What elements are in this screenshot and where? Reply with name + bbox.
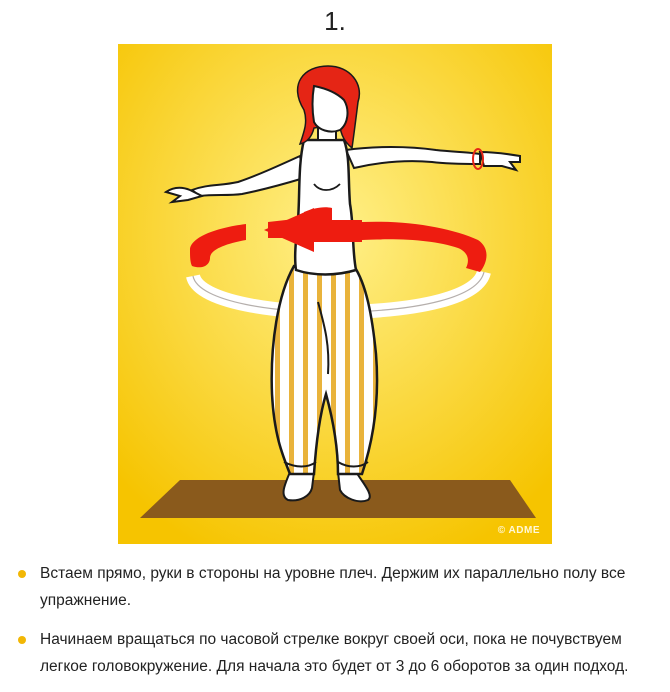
adme-watermark: © ADME bbox=[497, 525, 540, 536]
list-item-text: Начинаем вращаться по часовой стрелке вокруг своей оси, пока не почувствуем легкое головокружение. Для начала это будет от 3 до 6 оборотов за один подход. bbox=[40, 631, 629, 675]
list-item-text: Встаем прямо, руки в стороны на уровне плеч. Держим их параллельно полу все упражнение. bbox=[40, 565, 626, 609]
bullet-dot-icon bbox=[18, 636, 26, 644]
exercise-mat-icon bbox=[140, 480, 536, 518]
bullet-dot-icon bbox=[18, 570, 26, 578]
list-item bbox=[0, 626, 670, 680]
list-item bbox=[0, 560, 670, 614]
instructions-list bbox=[0, 560, 670, 692]
step-number: 1. bbox=[324, 6, 346, 36]
exercise-illustration bbox=[118, 44, 552, 544]
illustration-canvas bbox=[118, 44, 552, 544]
